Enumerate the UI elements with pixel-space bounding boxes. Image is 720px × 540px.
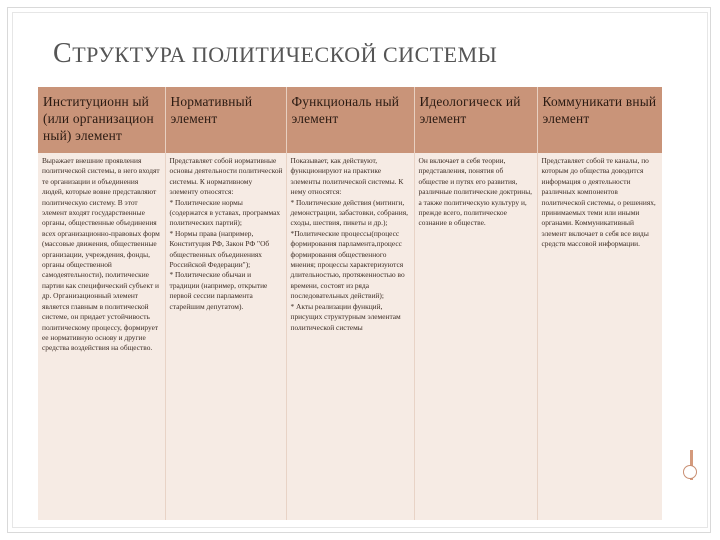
title-initial: С	[53, 38, 73, 69]
header-institutional: Институционн ый (или организацион ный) элемент	[38, 87, 165, 153]
slide-title	[53, 36, 673, 72]
cell-normative-text: Представляет собой нормативные основы деятельности политической системы. К нормативному элементу относятся: * Политические нормы (содержатся в уставах, программах политических партий); * Нормы права (например, Конституция РФ, Закон РФ "Об общественных объединениях Российской Федерации"); * Политические обычаи и традиции (например, открытие первой сессии парламента старейшим депутатом).	[169, 156, 283, 311]
header-functional: Функциональ ный элемент	[286, 87, 414, 153]
cell-functional	[286, 153, 414, 520]
cell-ideological-text: Он включает в себя теории, представления, понятия об обществе и путях его развития, различные политические доктрины, а также политическую культуру и, прежде всего, политическое сознание в обществе.	[418, 156, 533, 228]
table-header-row	[38, 87, 662, 153]
cell-ideological	[414, 153, 537, 520]
table-row	[38, 153, 662, 520]
cell-communicative	[537, 153, 662, 520]
header-ideological: Идеологическ ий элемент	[414, 87, 537, 153]
cell-normative	[165, 153, 286, 520]
cell-institutional	[38, 153, 165, 520]
cell-institutional-text: Выражает внешние проявления политической системы, в него входят те организации и объединения людей, которые вовне представляют политическую систему. В этот элемент входят государственные органы, общественные объединения всех организационно-правовых форм (массовые движения, общественные организации, учреждения, фонды, органы общественной самодеятельности), политические партии как специфический субъект и др. Организационный элемент является главным в политической системе, он придает устойчивость политическому процессу, формирует ее нормативную основу и другие средства воздействия на общество.	[42, 156, 160, 353]
structure-table	[38, 87, 662, 520]
title-rest: ТРУКТУРА ПОЛИТИЧЕСКОЙ СИСТЕМЫ	[72, 42, 498, 67]
decorative-circle-icon	[683, 465, 697, 479]
header-communicative: Коммуникати вный элемент	[537, 87, 662, 153]
header-normative: Нормативный элемент	[165, 87, 286, 153]
cell-functional-text: Показывает, как действуют, функционируют на практике элементы политической системы. К нему относятся: * Политические действия (митинги, демонстрации, забастовки, собрания, сходы, шествия, пикеты и др.); *Политические процессы(процесс формирования парламента,процесс формирования общественного мнения; процессы характеризуются длительностью, протяженностью во времени, состоят из ряда последовательных действий); * Акты реализации функций, присущих структурным элементам политической системы	[290, 156, 408, 332]
cell-communicative-text: Представляет собой те каналы, по которым до общества доводится информация о деятельности различных компонентов политической системы, о решениях, принимаемых теми или иными органами. Коммуникативный элемент включает в себя все виды средств массовой информации.	[541, 156, 656, 249]
